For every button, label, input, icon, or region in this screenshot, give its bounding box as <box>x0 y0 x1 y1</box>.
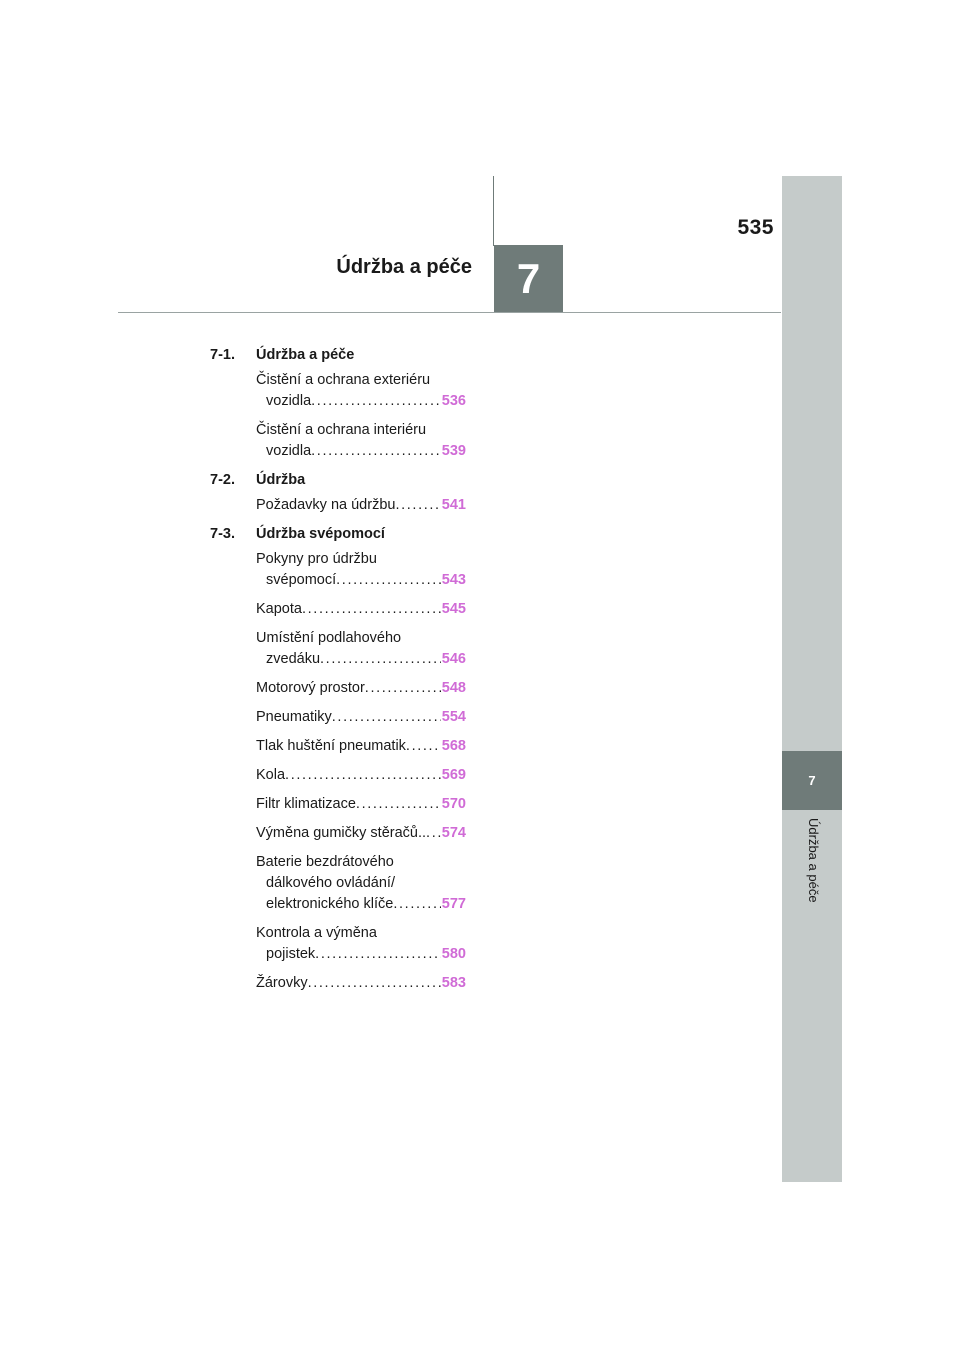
toc-page-link[interactable]: 546 <box>441 651 466 667</box>
toc-section-title: Údržba <box>256 472 306 488</box>
toc-entry[interactable] <box>256 495 466 516</box>
table-of-contents <box>210 345 470 1002</box>
toc-entry-line <box>256 678 466 699</box>
toc-section <box>210 470 470 516</box>
header-divider-vertical <box>493 176 494 246</box>
toc-entry-line <box>256 441 466 462</box>
dot-leader <box>311 391 441 412</box>
toc-page-link[interactable]: 554 <box>441 709 466 725</box>
toc-entry[interactable] <box>256 549 466 591</box>
toc-entry[interactable] <box>256 823 466 844</box>
dot-leader <box>285 765 441 786</box>
toc-entry-text: Požadavky na údržbu <box>256 497 396 513</box>
toc-entry-line <box>256 599 466 620</box>
dot-leader <box>311 441 441 462</box>
toc-page-link[interactable]: 577 <box>441 896 466 912</box>
toc-entry-text: Pneumatiky <box>256 709 332 725</box>
toc-section-number: 7-3. <box>210 526 235 542</box>
side-tab-chapter-number[interactable]: 7 <box>782 751 842 810</box>
toc-entry[interactable] <box>256 678 466 699</box>
toc-entry-line <box>256 570 466 591</box>
toc-entry-text: vozidla <box>266 443 312 459</box>
toc-entry-line: Čistění a ochrana exteriéru <box>256 372 431 388</box>
toc-entry[interactable] <box>256 794 466 815</box>
toc-entry-line: Baterie bezdrátového <box>256 854 394 870</box>
dot-leader <box>332 707 441 728</box>
toc-entry-line: Kontrola a výměna <box>256 925 377 941</box>
toc-entry[interactable] <box>256 923 466 965</box>
toc-page-link[interactable]: 541 <box>441 497 466 513</box>
toc-section <box>210 345 470 462</box>
toc-entry[interactable] <box>256 736 466 757</box>
toc-page-link[interactable]: 580 <box>441 946 466 962</box>
dot-leader <box>356 794 441 815</box>
toc-entry[interactable] <box>256 707 466 728</box>
toc-page-link[interactable]: 539 <box>441 443 466 459</box>
page-number: 535 <box>737 216 774 239</box>
toc-entry[interactable] <box>256 628 466 670</box>
toc-section <box>210 524 470 994</box>
dot-leader <box>315 944 441 965</box>
toc-entry[interactable] <box>256 370 466 412</box>
toc-page-link[interactable]: 536 <box>441 393 466 409</box>
toc-entry-line <box>256 944 466 965</box>
dot-leader <box>395 495 440 516</box>
toc-entry-line: Čistění a ochrana interiéru <box>256 422 427 438</box>
toc-entry-text: pojistek <box>266 946 316 962</box>
dot-leader <box>406 736 441 757</box>
toc-section-heading[interactable] <box>210 524 470 545</box>
toc-page-link[interactable]: 545 <box>441 601 466 617</box>
dot-leader <box>336 570 441 591</box>
dot-leader <box>308 973 441 994</box>
toc-entry-line: dálkového ovládání/ <box>266 875 395 891</box>
toc-entry-line <box>256 973 466 994</box>
toc-entry-text: zvedáku <box>266 651 321 667</box>
toc-page-link[interactable]: 569 <box>441 767 466 783</box>
toc-section-heading[interactable] <box>210 345 470 366</box>
toc-entry-line: Pokyny pro údržbu <box>256 551 377 567</box>
toc-entry-text: Kapota <box>256 601 302 617</box>
toc-entry[interactable] <box>256 420 466 462</box>
dot-leader <box>426 823 441 844</box>
toc-entry-line <box>256 794 466 815</box>
dot-leader <box>393 894 440 915</box>
header-divider-horizontal <box>118 312 781 313</box>
toc-entry-line <box>256 649 466 670</box>
toc-entry-text: Motorový prostor <box>256 680 365 696</box>
toc-entry-text: Filtr klimatizace <box>256 796 356 812</box>
toc-entry[interactable] <box>256 765 466 786</box>
toc-section-number: 7-1. <box>210 347 235 363</box>
toc-section-title: Údržba svépomocí <box>256 526 385 542</box>
toc-page-link[interactable]: 574 <box>441 825 466 841</box>
toc-entry-text: vozidla <box>266 393 312 409</box>
toc-entry-line <box>256 765 466 786</box>
toc-section-title: Údržba a péče <box>256 347 355 363</box>
toc-entry-text: Výměna gumičky stěračů.. <box>256 825 427 841</box>
toc-entry-line <box>256 707 466 728</box>
chapter-number-box: 7 <box>494 245 563 313</box>
toc-entry-text: Tlak huštění pneumatik <box>256 738 406 754</box>
toc-entry[interactable] <box>256 973 466 994</box>
toc-entry-line <box>256 894 466 915</box>
toc-section-number: 7-2. <box>210 472 235 488</box>
dot-leader <box>302 599 441 620</box>
toc-entry-line <box>256 391 466 412</box>
toc-page-link[interactable]: 543 <box>441 572 466 588</box>
side-tab-label-text: Údržba a péče <box>806 818 821 903</box>
toc-page-link[interactable]: 568 <box>441 738 466 754</box>
dot-leader <box>320 649 441 670</box>
toc-entry-line <box>256 495 466 516</box>
toc-entry[interactable] <box>256 852 466 915</box>
toc-entry[interactable] <box>256 599 466 620</box>
toc-entry-line: Umístění podlahového <box>256 630 402 646</box>
toc-entry-text: svépomocí <box>266 572 337 588</box>
dot-leader <box>365 678 441 699</box>
toc-page-link[interactable]: 548 <box>441 680 466 696</box>
toc-section-heading[interactable] <box>210 470 470 491</box>
toc-entry-text: Kola <box>256 767 286 783</box>
toc-entry-line <box>256 823 466 844</box>
chapter-side-tab <box>782 176 842 1182</box>
toc-entry-line <box>256 736 466 757</box>
toc-page-link[interactable]: 570 <box>441 796 466 812</box>
toc-entry-text: elektronického klíče <box>266 896 394 912</box>
chapter-title: Údržba a péče <box>336 256 472 278</box>
side-tab-chapter-label <box>782 818 842 938</box>
toc-entry-text: Žárovky <box>256 975 308 991</box>
toc-page-link[interactable]: 583 <box>441 975 466 991</box>
